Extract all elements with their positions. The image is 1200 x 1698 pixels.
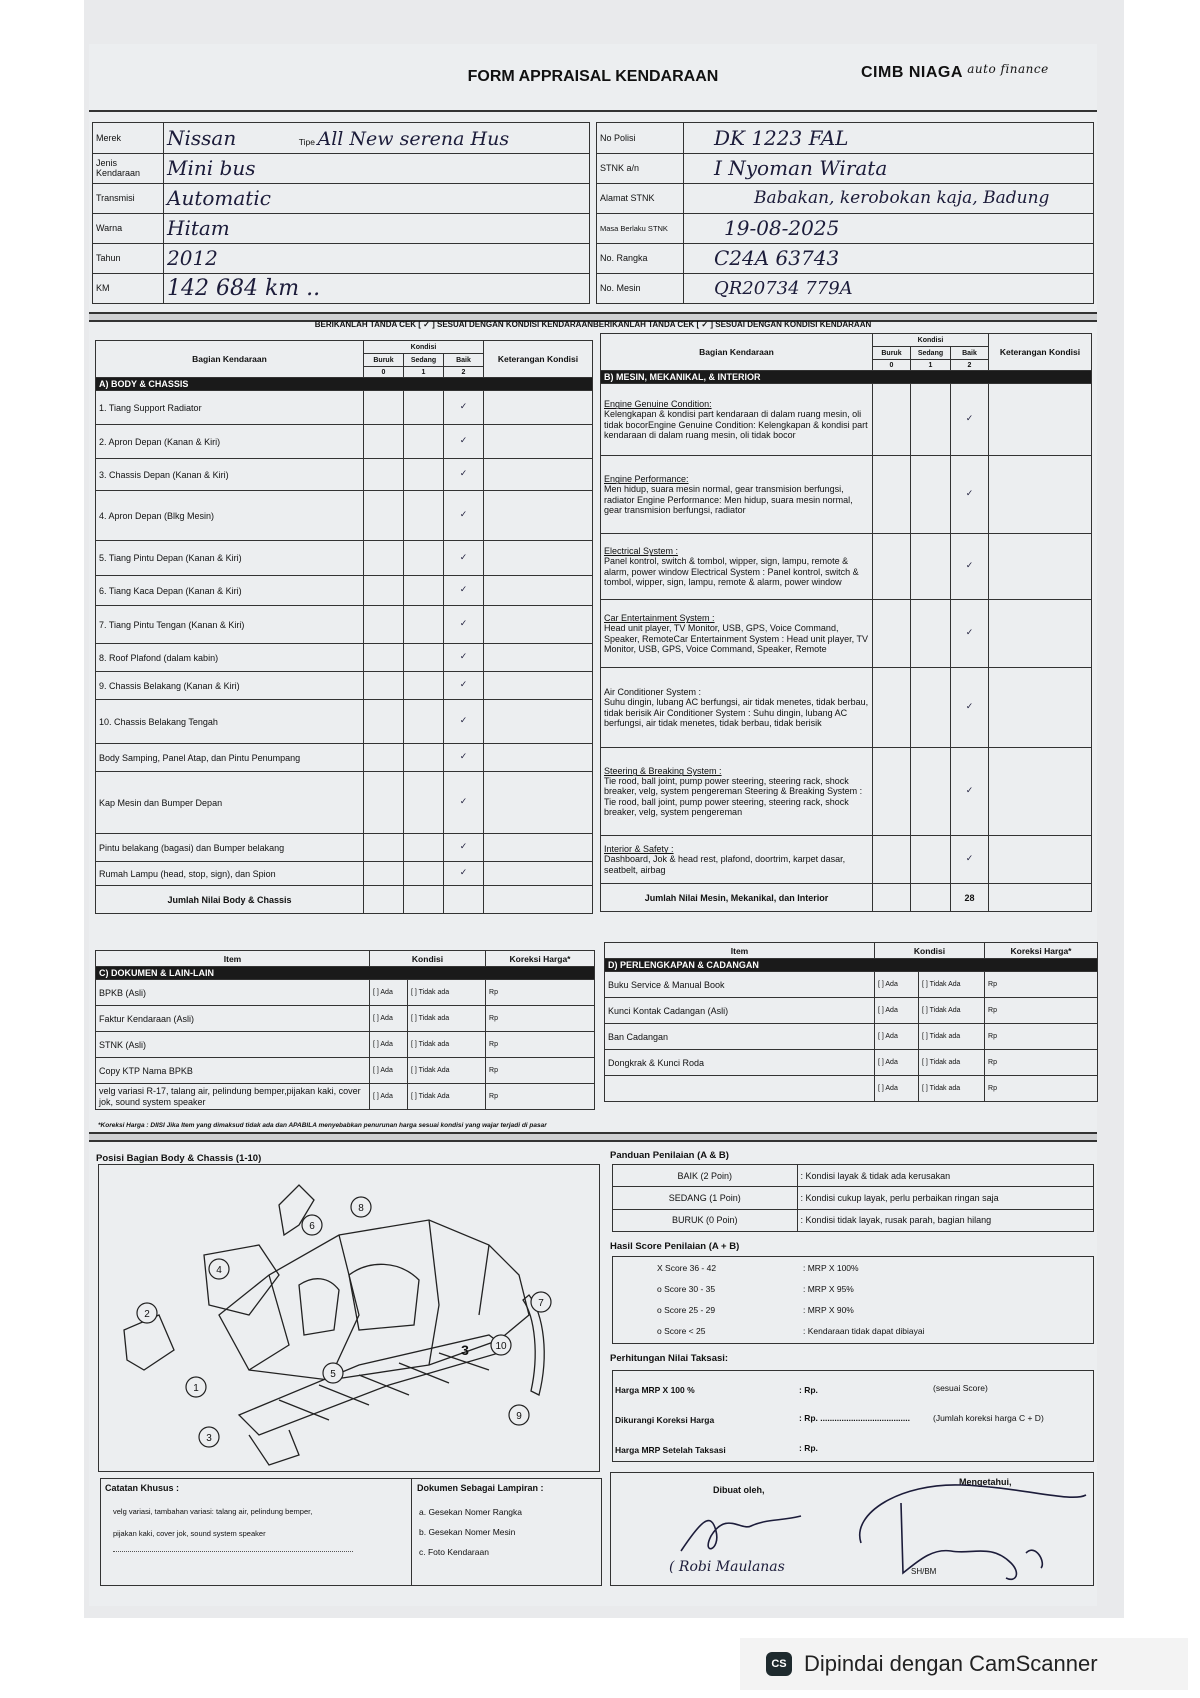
- ada-checkbox[interactable]: [ ] Ada: [875, 1050, 919, 1076]
- callout-label: 10: [495, 1341, 507, 1352]
- d-head-kondisi: Kondisi: [875, 943, 985, 959]
- guide-key: SEDANG (1 Poin): [613, 1187, 797, 1210]
- b-row: Electrical System : Panel kontrol, switch & tombol, wipper, sign, lampu, remote & alarm, power window Electrical System : Panel kontrol, switch & tombol, wipper, sign, lampu, remote & alarm, power window: [601, 534, 873, 600]
- ada-checkbox[interactable]: [ ] Ada: [370, 1032, 408, 1058]
- tidak-ada-checkbox[interactable]: [ ] Tidak ada: [919, 1024, 985, 1050]
- c-item: Copy KTP Nama BPKB: [96, 1058, 370, 1084]
- section-a-title: A) BODY & CHASSIS: [96, 378, 593, 391]
- a-row-label: 7. Tiang Pintu Tengan (Kanan & Kiri): [96, 606, 364, 644]
- ada-checkbox[interactable]: [ ] Ada: [370, 1058, 408, 1084]
- tidak-ada-checkbox[interactable]: [ ] Tidak ada: [408, 1006, 486, 1032]
- tahun-value: 2012: [167, 246, 218, 270]
- b-total-label: Jumlah Nilai Mesin, Mekanikal, dan Interior: [601, 884, 873, 912]
- lampiran-item: b. Gesekan Nomer Mesin: [419, 1527, 516, 1537]
- a-row-label: 5. Tiang Pintu Depan (Kanan & Kiri): [96, 541, 364, 576]
- callout-label: 3: [206, 1433, 212, 1444]
- rp-field[interactable]: Rp: [985, 1024, 1098, 1050]
- b-row: Interior & Safety : Dashboard, Jok & head rest, plafond, doortrim, karpet dasar, seatbelt, airbag: [601, 836, 873, 884]
- d-item: Ban Cadangan: [605, 1024, 875, 1050]
- sh-bm-label: SH/BM: [911, 1567, 937, 1576]
- a-row-label: Rumah Lampu (head, stop, sign), dan Spion: [96, 862, 364, 886]
- merek-value: Nissan: [167, 125, 237, 150]
- tidak-ada-checkbox[interactable]: [ ] Tidak Ada: [408, 1058, 486, 1084]
- taksasi-label: Harga MRP Setelah Taksasi: [615, 1445, 726, 1455]
- check-mark: ✓: [444, 672, 484, 700]
- guide-value: : Kondisi layak & tidak ada kerusakan: [797, 1165, 1093, 1187]
- b-total-value: 28: [951, 884, 989, 912]
- b-row: Steering & Breaking System : Tie rood, ball joint, pump power steering, steering rack, shock breaker, velg, system pengereman Steering & Breaking System : Tie rood, ball joint, pump power steering, steering rack, shock breaker, velg, system pengereman: [601, 748, 873, 836]
- catatan-title: Catatan Khusus :: [105, 1483, 180, 1493]
- b-row: Engine Genuine Condition: Kelengkapan & kondisi part kendaraan di dalam ruang mesin, oli tidak bocorEngine Genuine Condition: Kelengkapan & kondisi part kendaraan di dalam ruang mesin, oli tidak bocor: [601, 384, 873, 456]
- warna-label: Warna: [93, 213, 164, 243]
- rp-field[interactable]: Rp: [985, 998, 1098, 1024]
- taksasi-title: Perhitungan Nilai Taksasi:: [610, 1353, 729, 1364]
- ada-checkbox[interactable]: [ ] Ada: [875, 1024, 919, 1050]
- score-key: o Score 30 - 35: [657, 1284, 716, 1294]
- rp-field[interactable]: Rp: [486, 980, 595, 1006]
- score-title: Hasil Score Penilaian (A + B): [610, 1241, 740, 1252]
- alamat-label: Alamat STNK: [597, 183, 684, 213]
- check-mark: ✓: [444, 459, 484, 491]
- check-mark: ✓: [444, 834, 484, 862]
- check-mark: ✓: [951, 668, 989, 748]
- mengetahui-label: Mengetahui,: [959, 1477, 1012, 1487]
- callout-label: 5: [330, 1369, 336, 1380]
- signature-box: [610, 1472, 1094, 1586]
- taksasi-note: (sesuai Score): [933, 1383, 988, 1393]
- rp-field[interactable]: Rp: [985, 972, 1098, 998]
- rp-field[interactable]: Rp: [486, 1032, 595, 1058]
- camscanner-logo-icon: CS: [766, 1652, 792, 1676]
- d-head-item: Item: [605, 943, 875, 959]
- guide-title: Panduan Penilaian (A & B): [610, 1150, 729, 1161]
- c-item: STNK (Asli): [96, 1032, 370, 1058]
- d-item: Buku Service & Manual Book: [605, 972, 875, 998]
- check-mark: ✓: [444, 772, 484, 834]
- a-row-label: 3. Chassis Depan (Kanan & Kiri): [96, 459, 364, 491]
- jenis-value: Mini bus: [167, 156, 256, 180]
- c-item: velg variasi R-17, talang air, pelindung bemper,pijakan kaki, cover jok, sound system speaker: [96, 1084, 370, 1110]
- guide-value: : Kondisi tidak layak, rusak parah, bagian hilang: [797, 1209, 1093, 1231]
- check-mark: ✓: [951, 456, 989, 534]
- check-mark: ✓: [444, 391, 484, 425]
- bagian-head: Bagian Kendaraan: [96, 341, 364, 378]
- buruk-head-b: Buruk: [873, 347, 911, 360]
- stnk-value: I Nyoman Wirata: [714, 156, 888, 180]
- a-row-label: Body Samping, Panel Atap, dan Pintu Penumpang: [96, 744, 364, 772]
- d-item: Dongkrak & Kunci Roda: [605, 1050, 875, 1076]
- a-row-label: 1. Tiang Support Radiator: [96, 391, 364, 425]
- taksasi-label: Harga MRP X 100 %: [615, 1385, 695, 1395]
- callout-label: 3: [461, 1342, 469, 1358]
- callout-label: 2: [144, 1309, 150, 1320]
- keterangan-head-b: Keterangan Kondisi: [989, 334, 1092, 371]
- sedang-head-b: Sedang: [911, 347, 951, 360]
- km-label: KM: [93, 273, 164, 303]
- check-mark: ✓: [444, 541, 484, 576]
- b-row: Air Conditioner System : Suhu dingin, lubang AC berfungsi, air tidak menetes, tidak berbau, tidak berisik Air Conditioner System : Suhu dingin, lubang AC berfungsi, air tidak menetes, tidak berbau, tidak berisik: [601, 668, 873, 748]
- tipe-label: Tipe: [298, 136, 315, 147]
- tidak-ada-checkbox[interactable]: [ ] Tidak Ada: [919, 998, 985, 1024]
- callout-label: 8: [358, 1203, 364, 1214]
- check-mark: ✓: [444, 606, 484, 644]
- check-mark: ✓: [444, 700, 484, 744]
- score-key: o Score 25 - 29: [657, 1305, 716, 1315]
- camscanner-text: Dipindai dengan CamScanner: [804, 1651, 1098, 1676]
- tidak-ada-checkbox[interactable]: [ ] Tidak Ada: [919, 972, 985, 998]
- ada-checkbox[interactable]: [ ] Ada: [370, 1084, 408, 1110]
- buruk-head: Buruk: [364, 354, 404, 367]
- a-row-label: 6. Tiang Kaca Depan (Kanan & Kiri): [96, 576, 364, 606]
- baik-head: Baik: [444, 354, 484, 367]
- section-b-title: B) MESIN, MEKANIKAL, & INTERIOR: [601, 371, 1092, 384]
- tipe-value: All New serena Hus: [317, 127, 510, 150]
- bagian-head-b: Bagian Kendaraan: [601, 334, 873, 371]
- rp-field[interactable]: Rp: [985, 1076, 1098, 1102]
- a-row-label: 9. Chassis Belakang (Kanan & Kiri): [96, 672, 364, 700]
- ada-checkbox[interactable]: [ ] Ada: [875, 998, 919, 1024]
- n2-head-b: 2: [951, 360, 989, 371]
- nopol-label: No Polisi: [597, 123, 684, 153]
- taksasi-label: Dikurangi Koreksi Harga: [615, 1415, 715, 1425]
- callout-label: 1: [193, 1383, 199, 1394]
- taksasi-value: : Rp.: [799, 1443, 818, 1453]
- lampiran-title: Dokumen Sebagai Lampiran :: [417, 1483, 544, 1493]
- warna-value: Hitam: [167, 216, 230, 240]
- n0-head: 0: [364, 367, 404, 378]
- section-d-table: [604, 942, 1098, 1102]
- masa-value: 19-08-2025: [724, 216, 840, 240]
- n1-head: 1: [404, 367, 444, 378]
- guide-value: : Kondisi cukup layak, perlu perbaikan ringan saja: [797, 1187, 1093, 1210]
- rp-field[interactable]: Rp: [486, 1006, 595, 1032]
- transmisi-label: Transmisi: [93, 183, 164, 213]
- a-row-label: Kap Mesin dan Bumper Depan: [96, 772, 364, 834]
- ada-checkbox[interactable]: [ ] Ada: [875, 1076, 919, 1102]
- callout-label: 9: [516, 1411, 522, 1422]
- kondisi-head: Kondisi: [364, 341, 484, 354]
- guide-key: BURUK (0 Poin): [613, 1209, 797, 1231]
- catatan-line: pijakan kaki, cover jok, sound system speaker: [113, 1529, 266, 1538]
- c-head-kondisi: Kondisi: [370, 951, 486, 967]
- score-box: [612, 1256, 1094, 1344]
- guide-table: [612, 1164, 1094, 1232]
- rp-field[interactable]: Rp: [985, 1050, 1098, 1076]
- a-row-label: 10. Chassis Belakang Tengah: [96, 700, 364, 744]
- a-total-label: Jumlah Nilai Body & Chassis: [96, 886, 364, 914]
- c-item: BPKB (Asli): [96, 980, 370, 1006]
- tidak-ada-checkbox[interactable]: [ ] Tidak Ada: [408, 1084, 486, 1110]
- c-item: Faktur Kendaraan (Asli): [96, 1006, 370, 1032]
- signature-approver: [841, 1473, 1091, 1583]
- a-row-label: Pintu belakang (bagasi) dan Bumper belakang: [96, 834, 364, 862]
- lampiran-item: c. Foto Kendaraan: [419, 1547, 489, 1557]
- diagram-title: Posisi Bagian Body & Chassis (1-10): [96, 1153, 262, 1164]
- section-c-table: [95, 950, 595, 1110]
- check-mark: ✓: [951, 534, 989, 600]
- jenis-label: Jenis Kendaraan: [93, 153, 164, 183]
- camscanner-watermark: [740, 1638, 1188, 1690]
- n2-head: 2: [444, 367, 484, 378]
- check-mark: ✓: [444, 491, 484, 541]
- form-header: [89, 44, 1097, 112]
- rp-field[interactable]: Rp: [486, 1058, 595, 1084]
- baik-head-b: Baik: [951, 347, 989, 360]
- tidak-ada-checkbox[interactable]: [ ] Tidak ada: [408, 1032, 486, 1058]
- score-value: : MRP X 90%: [803, 1305, 854, 1315]
- c-head-item: Item: [96, 951, 370, 967]
- tahun-label: Tahun: [93, 243, 164, 273]
- alamat-value: Babakan, kerobokan kaja, Badung: [754, 188, 1050, 208]
- section-a-table: [95, 340, 593, 914]
- check-mark: ✓: [951, 384, 989, 456]
- check-mark: ✓: [444, 744, 484, 772]
- callout-label: 4: [216, 1265, 222, 1276]
- merek-label: Merek: [93, 123, 164, 153]
- vehicle-info-left: [92, 122, 590, 304]
- rangka-label: No. Rangka: [597, 243, 684, 273]
- signature-maker: [671, 1501, 831, 1561]
- taksasi-value: : Rp. ......................................: [799, 1413, 910, 1423]
- check-instruction: BERIKANLAH TANDA CEK [ ✓ ] SESUAI DENGAN KONDISI KENDARAANBERIKANLAH TANDA CEK [ ✓ ] SESUAI DENGAN KONDISI KENDARAAN: [314, 320, 872, 329]
- stnk-label: STNK a/n: [597, 153, 684, 183]
- km-value: 142 684 km ..: [167, 275, 321, 301]
- brand-name: CIMB NIAGA: [861, 64, 963, 81]
- mesin-label: No. Mesin: [597, 273, 684, 303]
- score-value: : Kendaraan tidak dapat dibiayai: [803, 1326, 925, 1336]
- score-key: o Score < 25: [657, 1326, 706, 1336]
- b-row: Car Entertainment System : Head unit player, TV Monitor, USB, GPS, Voice Command, Speaker, RemoteCar Entertainment System : Head unit player, TV Monitor, USB, GPS, Voice Command, Speaker, Remote: [601, 600, 873, 668]
- guide-key: BAIK (2 Poin): [613, 1165, 797, 1187]
- callout-label: 7: [538, 1298, 544, 1309]
- check-mark: ✓: [444, 425, 484, 459]
- section-d-title: D) PERLENGKAPAN & CADANGAN: [605, 959, 1098, 972]
- a-row-label: 4. Apron Depan (Blkg Mesin): [96, 491, 364, 541]
- n0-head-b: 0: [873, 360, 911, 371]
- ada-checkbox[interactable]: [ ] Ada: [370, 980, 408, 1006]
- lampiran-item: a. Gesekan Nomer Rangka: [419, 1507, 522, 1517]
- a-row-label: 2. Apron Depan (Kanan & Kiri): [96, 425, 364, 459]
- check-mark: ✓: [444, 644, 484, 672]
- notes-box: [100, 1478, 602, 1586]
- car-chassis-illustration: [99, 1165, 599, 1471]
- rangka-value: C24A 63743: [714, 246, 840, 270]
- d-head-koreksi: Koreksi Harga*: [985, 943, 1098, 959]
- tidak-ada-checkbox[interactable]: [ ] Tidak ada: [919, 1076, 985, 1102]
- ada-checkbox[interactable]: [ ] Ada: [875, 972, 919, 998]
- check-mark: ✓: [951, 600, 989, 668]
- signer-name: ( Robi Maulanas: [669, 1559, 785, 1575]
- rp-field[interactable]: Rp: [486, 1084, 595, 1110]
- form-title: FORM APPRAISAL KENDARAAN: [467, 68, 719, 85]
- check-mark: ✓: [444, 862, 484, 886]
- vehicle-info-right: [596, 122, 1094, 304]
- d-item: Kunci Kontak Cadangan (Asli): [605, 998, 875, 1024]
- brand-sub: auto finance: [967, 62, 1049, 76]
- transmisi-value: Automatic: [167, 186, 271, 210]
- check-mark: ✓: [951, 836, 989, 884]
- taksasi-box: [612, 1370, 1094, 1462]
- sedang-head: Sedang: [404, 354, 444, 367]
- dibuat-label: Dibuat oleh,: [713, 1485, 765, 1495]
- masa-label: Masa Berlaku STNK: [597, 213, 684, 243]
- koreksi-note: *Koreksi Harga : DIISI Jika Item yang dimaksud tidak ada dan APABILA menyebabkan penurunan harga sesuai kondisi yang wajar terjadi di pasar: [98, 1122, 547, 1129]
- ada-checkbox[interactable]: [ ] Ada: [370, 1006, 408, 1032]
- divider-strip-2: [89, 1132, 1097, 1142]
- d-item: [605, 1076, 875, 1102]
- tidak-ada-checkbox[interactable]: [ ] Tidak ada: [408, 980, 486, 1006]
- callout-label: 6: [309, 1221, 315, 1232]
- b-row: Engine Performance: Men hidup, suara mesin normal, gear transmision berfungsi, radiator Engine Performance: Men hidup, suara mesin normal, gear transmision berfungsi, radiator: [601, 456, 873, 534]
- catatan-line: velg variasi, tambahan variasi: talang air, pelindung bemper,: [113, 1507, 313, 1516]
- taksasi-note: (Jumlah koreksi harga C + D): [933, 1413, 1044, 1423]
- taksasi-value: : Rp.: [799, 1385, 818, 1395]
- kondisi-head-b: Kondisi: [873, 334, 989, 347]
- keterangan-head: Keterangan Kondisi: [484, 341, 593, 378]
- tidak-ada-checkbox[interactable]: [ ] Tidak ada: [919, 1050, 985, 1076]
- n1-head-b: 1: [911, 360, 951, 371]
- chassis-diagram: [98, 1164, 600, 1472]
- check-mark: ✓: [951, 748, 989, 836]
- check-mark: ✓: [444, 576, 484, 606]
- c-head-koreksi: Koreksi Harga*: [486, 951, 595, 967]
- a-row-label: 8. Roof Plafond (dalam kabin): [96, 644, 364, 672]
- nopol-value: DK 1223 FAL: [714, 125, 849, 150]
- section-c-title: C) DOKUMEN & LAIN-LAIN: [96, 967, 595, 980]
- score-key: X Score 36 - 42: [657, 1263, 717, 1273]
- brand-logo: [861, 64, 1049, 82]
- section-b-table: [600, 333, 1092, 912]
- mesin-value: QR20734 779A: [714, 277, 853, 299]
- score-value: : MRP X 100%: [803, 1263, 859, 1273]
- score-value: : MRP X 95%: [803, 1284, 854, 1294]
